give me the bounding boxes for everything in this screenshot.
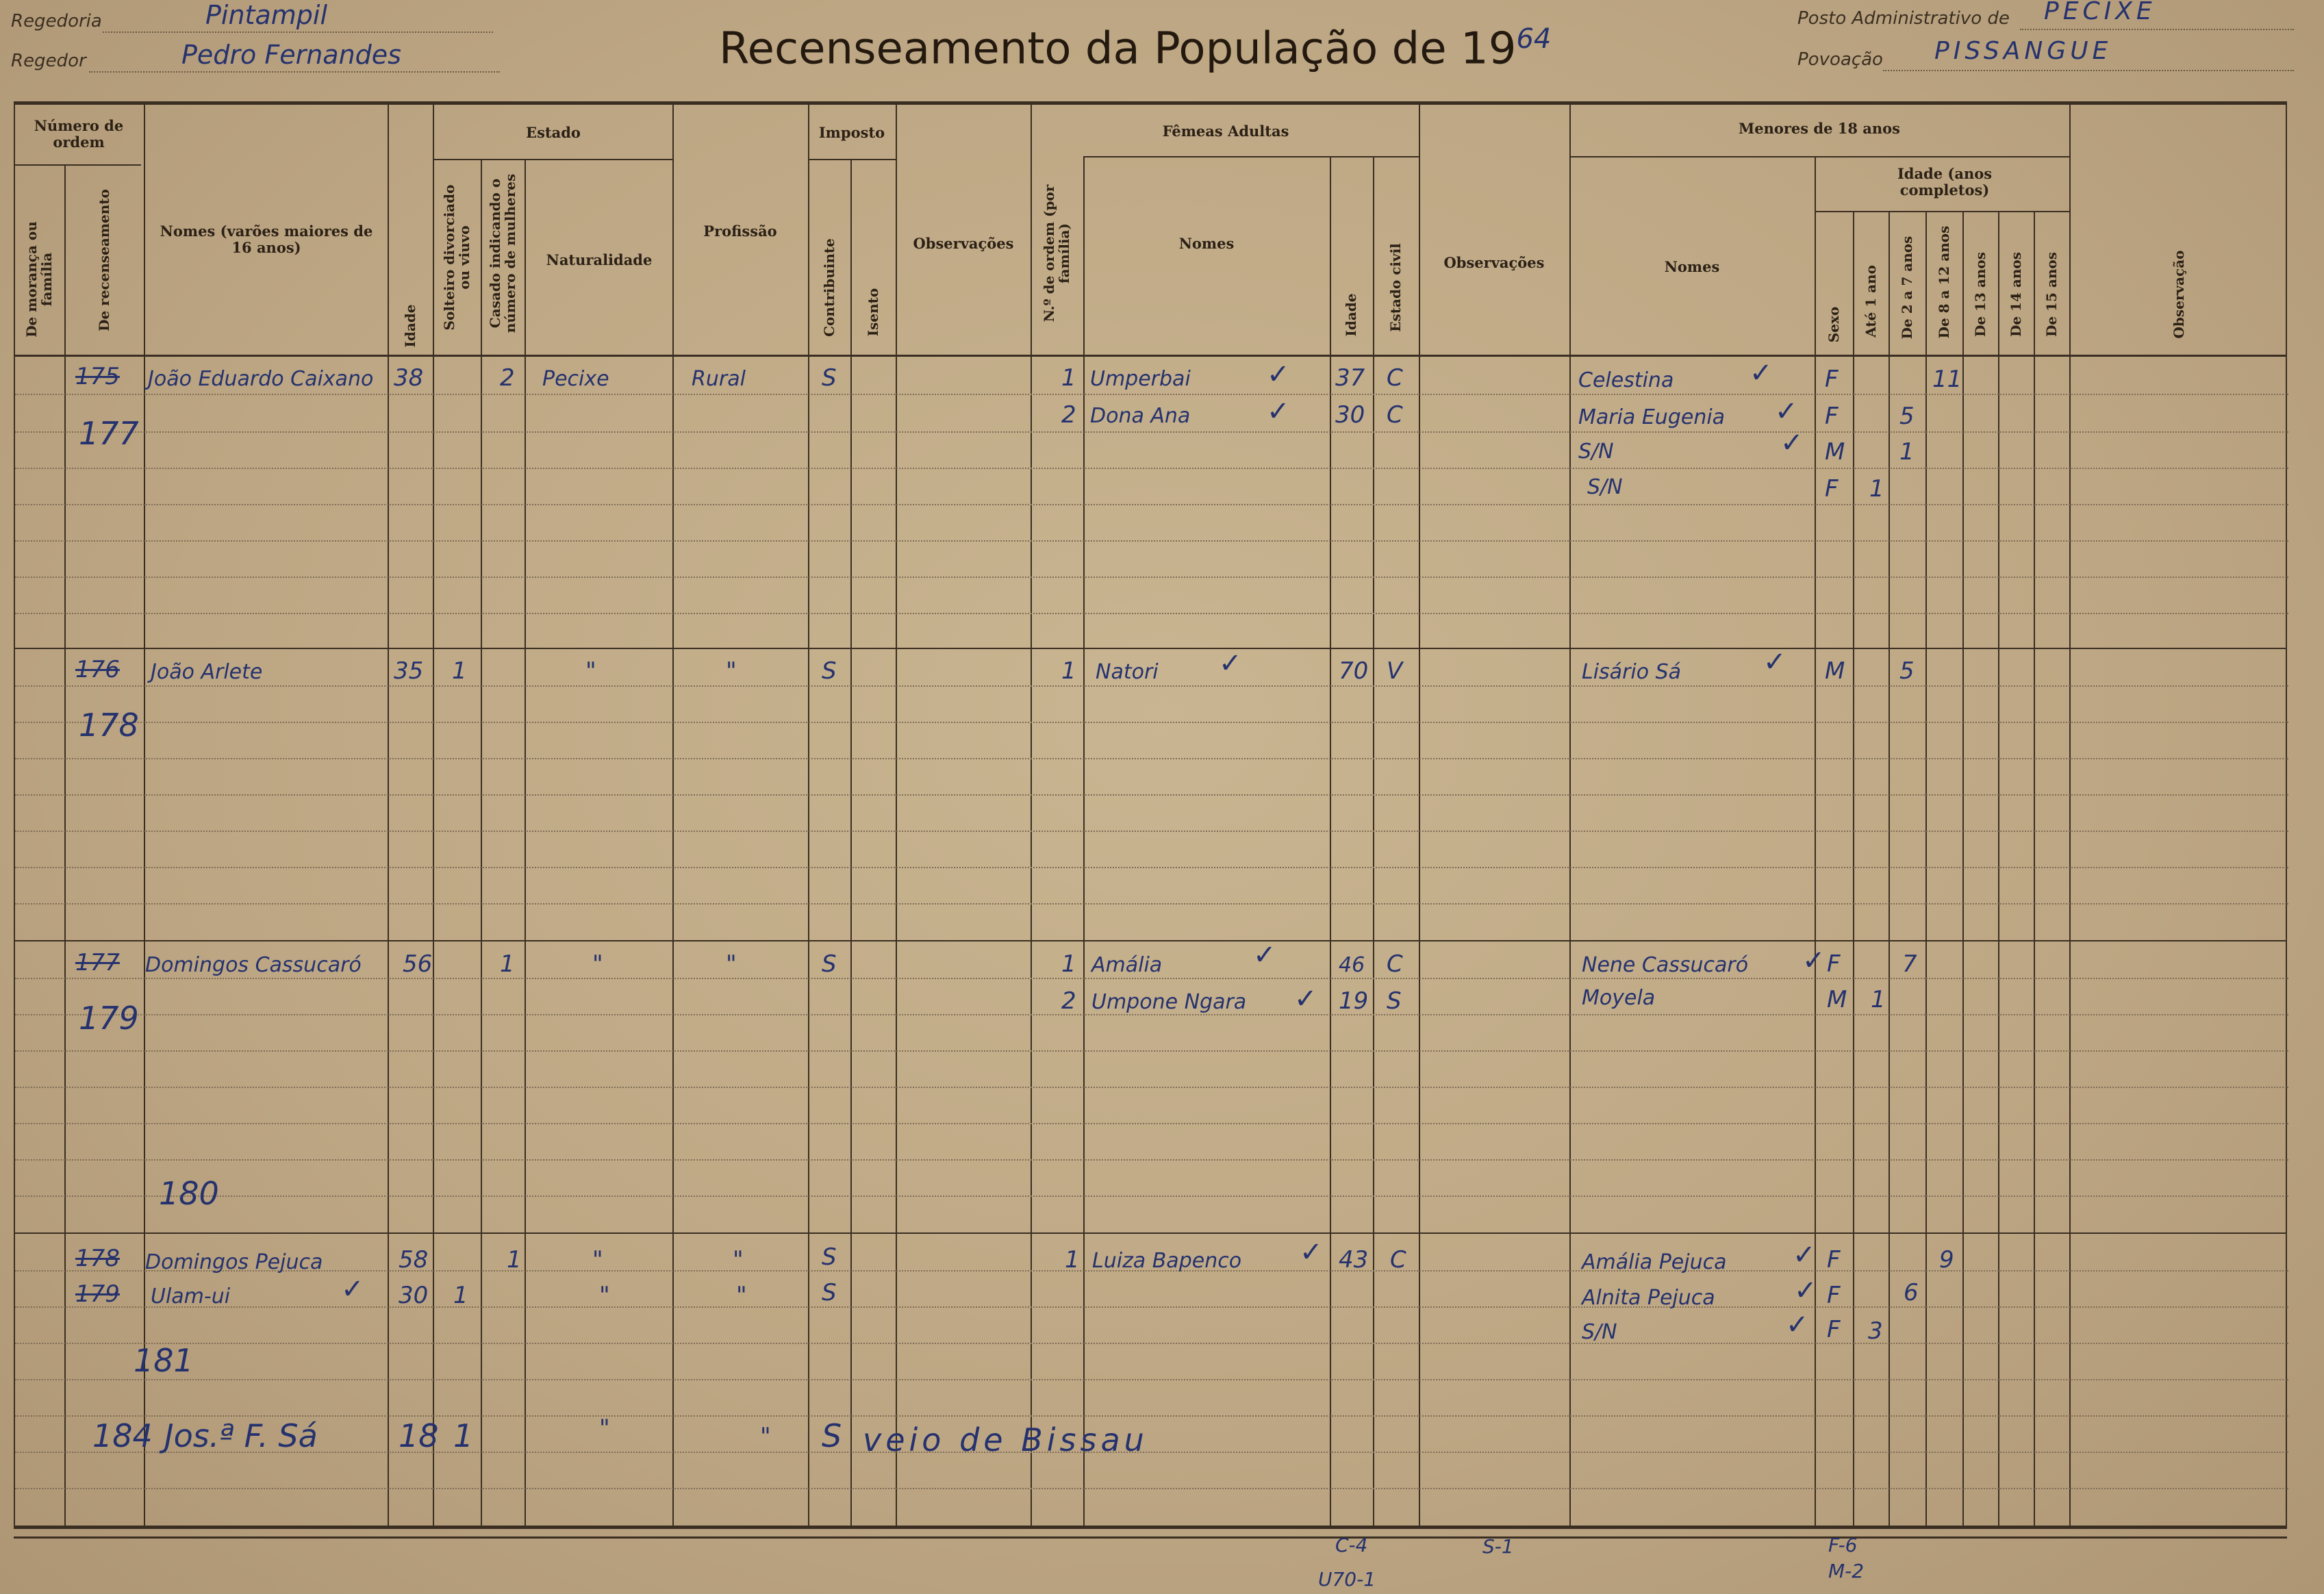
- contribuinte: S: [822, 1243, 837, 1271]
- recens-num: 184: [92, 1417, 153, 1454]
- minor-age: 11: [1932, 366, 1962, 393]
- header-subline: [14, 164, 141, 166]
- ruling-line: [15, 613, 2288, 614]
- header-femeas-adultas: Fêmeas Adultas: [1162, 123, 1289, 140]
- minor-age: 7: [1902, 950, 1917, 978]
- title-year: 64: [1516, 23, 1552, 55]
- header-de15: De 15 anos: [2043, 252, 2060, 337]
- col-line: [525, 159, 526, 1527]
- col-line: [1419, 103, 1420, 1527]
- ruling-line: [15, 1087, 2288, 1088]
- col-line: [1569, 103, 1571, 1527]
- ruling-line: [15, 1123, 2288, 1124]
- contribuinte: S: [822, 1279, 837, 1306]
- contribuinte: S: [822, 364, 837, 392]
- extra-num: 180: [159, 1175, 219, 1212]
- header-n-ordem: N.º de ordem (por família): [1041, 184, 1072, 322]
- ruling-line: [15, 685, 2288, 687]
- check-icon: ✓: [1786, 1309, 1809, 1341]
- header-morança: De morança ou família: [23, 221, 55, 338]
- profissao: ": [736, 1282, 747, 1309]
- col-line: [1962, 211, 1964, 1527]
- minor-sexo: F: [1827, 1282, 1841, 1309]
- col-line: [1815, 156, 1816, 1527]
- minor-sexo: F: [1827, 950, 1841, 978]
- female-name: Amália: [1091, 953, 1163, 977]
- casado-count: 1: [507, 1246, 522, 1274]
- header-f-idade: Idade: [1343, 293, 1359, 337]
- alt-num: 178: [79, 707, 139, 744]
- col-line: [1031, 103, 1032, 1527]
- footer-m-total: M-2: [1828, 1560, 1865, 1582]
- person-name: Jos.ª F. Sá: [164, 1417, 318, 1454]
- povoacao-label: Povoação: [1797, 49, 1883, 70]
- check-icon: ✓: [1793, 1239, 1816, 1271]
- col-line: [1083, 156, 1085, 1527]
- col-line: [896, 103, 897, 1527]
- female-n: 1: [1065, 1246, 1080, 1274]
- header-nomes-varoes: Nomes (varões maiores de 16 anos): [160, 223, 373, 256]
- header-casado: Casado indicando o número de mulheres: [487, 173, 518, 333]
- header-observacao: Observação: [2171, 250, 2187, 339]
- naturalidade: ": [599, 1415, 610, 1442]
- female-age: 43: [1339, 1246, 1369, 1274]
- check-icon: ✓: [1802, 945, 1826, 976]
- minor-age: 5: [1899, 657, 1915, 685]
- minor-age: 1: [1869, 475, 1884, 503]
- header-naturalidade: Naturalidade: [546, 251, 653, 268]
- minor-sexo: F: [1825, 475, 1839, 503]
- naturalidade: Pecixe: [542, 367, 609, 391]
- female-n: 2: [1061, 987, 1076, 1015]
- povoacao-dotline: [1883, 70, 2294, 71]
- minor-name: Alnita Pejuca: [1582, 1286, 1715, 1310]
- col-line: [2069, 103, 2071, 1527]
- header-subline: [1569, 156, 2069, 157]
- female-n: 1: [1061, 657, 1076, 685]
- header-ate1: Até 1 ano: [1862, 265, 1879, 338]
- header-contribuinte: Contribuinte: [821, 238, 837, 337]
- posto-label: Posto Administrativo de: [1797, 8, 2010, 29]
- col-line: [1330, 156, 1331, 1527]
- female-name: Natori: [1096, 660, 1159, 684]
- header-de2a7: De 2 a 7 anos: [1899, 236, 1915, 340]
- person-age: 30: [399, 1282, 429, 1309]
- header-bottom-border: [14, 355, 2287, 357]
- footer-f-total: F-6: [1828, 1534, 1858, 1556]
- regedoria-label: Regedoria: [11, 11, 102, 31]
- ruling-line: [15, 394, 2288, 395]
- female-age: 70: [1339, 657, 1369, 685]
- person-age: 38: [394, 364, 424, 392]
- ruling-line: [15, 468, 2288, 469]
- profissao: ": [760, 1423, 771, 1450]
- ruling-line: [15, 1306, 2288, 1308]
- col-line: [481, 159, 482, 1527]
- check-icon: ✓: [1300, 1237, 1323, 1268]
- person-name: Ulam-ui: [151, 1285, 231, 1308]
- person-age: 18: [399, 1417, 439, 1454]
- section-separator: [14, 940, 2287, 941]
- recens-num: 176: [75, 656, 120, 683]
- female-name: Luiza Bapenco: [1092, 1249, 1242, 1273]
- minor-sexo: F: [1827, 1316, 1841, 1343]
- table-bottom-border: [14, 1526, 2287, 1529]
- alt-num: 177: [79, 415, 139, 452]
- col-line: [388, 103, 389, 1527]
- naturalidade: ": [599, 1282, 610, 1309]
- recens-num: 175: [75, 363, 120, 390]
- header-solteiro: Solteiro divorciado ou viuvo: [441, 184, 472, 331]
- person-age: 35: [394, 657, 424, 685]
- posto-dotline: [2020, 29, 2294, 30]
- contribuinte: S: [822, 950, 837, 978]
- ruling-line: [15, 540, 2288, 542]
- header-observacoes: Observações: [913, 235, 1014, 252]
- profissao: ": [726, 657, 737, 685]
- minor-name: Maria Eugenia: [1578, 405, 1726, 429]
- col-line: [1925, 211, 1927, 1527]
- section-separator: [14, 648, 2287, 649]
- regedor-dotline: [89, 71, 500, 73]
- col-line: [808, 103, 809, 1527]
- footer-s-total: S-1: [1482, 1535, 1514, 1558]
- minor-sexo: F: [1825, 366, 1839, 393]
- alt-num: 181: [134, 1342, 194, 1379]
- ruling-line: [15, 1196, 2288, 1197]
- minor-name: S/N: [1582, 1320, 1617, 1344]
- ruling-line: [15, 867, 2288, 868]
- minor-sexo: M: [1825, 438, 1845, 466]
- profissao: ": [733, 1246, 744, 1274]
- header-subline: [1083, 156, 1419, 157]
- ruling-line: [15, 1488, 2288, 1489]
- profissao: ": [726, 950, 737, 978]
- header-de8a12: De 8 a 12 anos: [1936, 225, 1952, 339]
- minor-name: Celestina: [1578, 368, 1674, 392]
- header-subline: [808, 159, 896, 160]
- female-age: 37: [1335, 364, 1365, 392]
- female-n: 1: [1061, 950, 1076, 978]
- ruling-line: [15, 1343, 2288, 1344]
- col-line: [672, 103, 674, 1527]
- ruling-line: [15, 1415, 2288, 1417]
- header-idade: Idade: [402, 304, 418, 348]
- header-subline: [433, 159, 672, 160]
- header-f-nomes: Nomes: [1178, 235, 1235, 252]
- header-estado: Estado: [526, 124, 581, 141]
- regedoria-dotline: [103, 31, 493, 33]
- naturalidade: ": [585, 657, 596, 685]
- ruling-line: [15, 978, 2288, 979]
- minor-age: 1: [1871, 986, 1886, 1013]
- minor-name: Lisário Sá: [1582, 660, 1682, 684]
- person-note: veio de Bissau: [863, 1421, 1148, 1458]
- ruling-line: [15, 903, 2288, 904]
- header-m-nomes: Nomes: [1664, 258, 1720, 275]
- female-name: Umpone Ngara: [1091, 990, 1247, 1014]
- header-de14: De 14 anos: [2008, 252, 2024, 337]
- person-age: 58: [399, 1246, 429, 1274]
- header-profissao: Profissão: [703, 223, 777, 240]
- header-imposto: Imposto: [818, 124, 885, 141]
- recens-num: 178: [75, 1245, 120, 1272]
- naturalidade: ": [592, 1246, 603, 1274]
- female-civil: C: [1387, 364, 1403, 392]
- casado-count: 2: [500, 364, 515, 392]
- contribuinte: S: [822, 1417, 842, 1454]
- povoacao-value: PISSANGUE: [1934, 37, 2112, 65]
- person-name: Domingos Cassucaró: [145, 953, 362, 977]
- recens-num: 177: [75, 949, 120, 976]
- ruling-line: [15, 1050, 2288, 1052]
- casado-count: 1: [500, 950, 515, 978]
- female-civil: S: [1387, 987, 1402, 1015]
- ruling-line: [15, 831, 2288, 832]
- title-text: Recenseamento da População de 19: [719, 23, 1517, 75]
- col-line: [1998, 211, 1999, 1527]
- female-name: Umperbai: [1090, 367, 1191, 391]
- minor-name: Moyela: [1582, 986, 1656, 1010]
- section-separator: [14, 1232, 2287, 1234]
- female-age: 46: [1339, 953, 1365, 977]
- check-icon: ✓: [1267, 396, 1290, 427]
- regedoria-value: Pintampil: [205, 0, 327, 30]
- minor-sexo: M: [1827, 986, 1847, 1013]
- ruling-line: [15, 577, 2288, 578]
- female-n: 2: [1061, 401, 1076, 429]
- minor-age: 3: [1868, 1317, 1883, 1345]
- female-civil: C: [1390, 1246, 1406, 1274]
- regedor-label: Regedor: [11, 51, 86, 71]
- col-line: [2286, 103, 2287, 1527]
- header-estado-civil: Estado civil: [1387, 243, 1404, 332]
- ruling-line: [15, 1452, 2288, 1453]
- female-civil: C: [1387, 950, 1403, 978]
- minor-sexo: M: [1825, 657, 1845, 685]
- naturalidade: ": [592, 950, 603, 978]
- header-f-observacoes: Observações: [1443, 254, 1545, 271]
- ruling-line: [15, 431, 2288, 433]
- solteiro-count: 1: [453, 1417, 474, 1454]
- female-civil: C: [1387, 401, 1403, 429]
- ruling-line: [15, 722, 2288, 723]
- header-isento: Isento: [865, 288, 881, 337]
- header-sexo: Sexo: [1826, 306, 1842, 343]
- profissao: Rural: [692, 367, 746, 391]
- footer-c-total: C-4: [1335, 1534, 1368, 1556]
- person-name: João Eduardo Caixano: [148, 367, 374, 391]
- person-age: 56: [403, 950, 433, 978]
- col-line: [850, 159, 852, 1527]
- check-icon: ✓: [341, 1274, 364, 1305]
- female-age: 19: [1339, 987, 1369, 1015]
- header-menores: Menores de 18 anos: [1738, 120, 1901, 137]
- col-line: [14, 103, 15, 1527]
- check-icon: ✓: [1763, 646, 1786, 678]
- col-line: [144, 103, 145, 1527]
- minor-name: Amália Pejuca: [1582, 1250, 1727, 1274]
- posto-value: PECIXE: [2044, 0, 2156, 25]
- ruling-line: [15, 794, 2288, 796]
- ruling-line: [15, 504, 2288, 505]
- person-name: João Arlete: [151, 660, 263, 684]
- table-top-border: [14, 101, 2287, 105]
- solteiro-count: 1: [453, 1282, 468, 1309]
- female-name: Dona Ana: [1090, 404, 1191, 428]
- ruling-line: [15, 1014, 2288, 1015]
- col-line: [1373, 156, 1374, 1527]
- minor-sexo: F: [1825, 403, 1839, 430]
- header-recenseamento: De recenseamento: [96, 189, 112, 331]
- alt-num: 179: [79, 1000, 139, 1037]
- minor-sexo: F: [1827, 1246, 1841, 1274]
- ruling-line: [15, 758, 2288, 759]
- header-de13: De 13 anos: [1972, 252, 1988, 337]
- female-n: 1: [1061, 364, 1076, 392]
- table-bottom-border-2: [14, 1536, 2287, 1539]
- col-line: [64, 164, 66, 1527]
- female-age: 30: [1335, 401, 1365, 429]
- check-icon: ✓: [1253, 939, 1276, 971]
- check-icon: ✓: [1780, 427, 1804, 459]
- check-icon: ✓: [1775, 396, 1798, 427]
- footer-sub-total: U70-1: [1318, 1568, 1376, 1591]
- col-line: [1853, 211, 1854, 1527]
- check-icon: ✓: [1794, 1275, 1817, 1306]
- contribuinte: S: [822, 657, 837, 685]
- minor-name: S/N: [1587, 475, 1623, 499]
- minor-age: 5: [1899, 403, 1915, 430]
- minor-name: S/N: [1578, 440, 1614, 464]
- check-icon: ✓: [1750, 357, 1773, 389]
- regedor-value: Pedro Fernandes: [181, 40, 401, 70]
- page-title: [719, 23, 1551, 74]
- check-icon: ✓: [1219, 648, 1242, 679]
- minor-age: 1: [1899, 438, 1915, 466]
- ruling-line: [15, 1159, 2288, 1161]
- header-idade-anos: Idade (anos completos): [1897, 165, 1993, 199]
- female-civil: V: [1387, 657, 1403, 685]
- check-icon: ✓: [1294, 983, 1317, 1015]
- check-icon: ✓: [1267, 359, 1290, 390]
- person-name: Domingos Pejuca: [145, 1250, 323, 1274]
- col-line: [1889, 211, 1890, 1527]
- col-line: [433, 103, 434, 1527]
- recens-num: 179: [75, 1280, 120, 1308]
- solteiro-count: 1: [452, 657, 467, 685]
- ruling-line: [15, 1379, 2288, 1380]
- col-line: [2034, 211, 2035, 1527]
- minor-name: Nene Cassucaró: [1582, 953, 1749, 977]
- minor-age: 9: [1939, 1246, 1954, 1274]
- header-numero-ordem: Número de ordem: [34, 117, 124, 151]
- minor-age: 6: [1904, 1279, 1919, 1306]
